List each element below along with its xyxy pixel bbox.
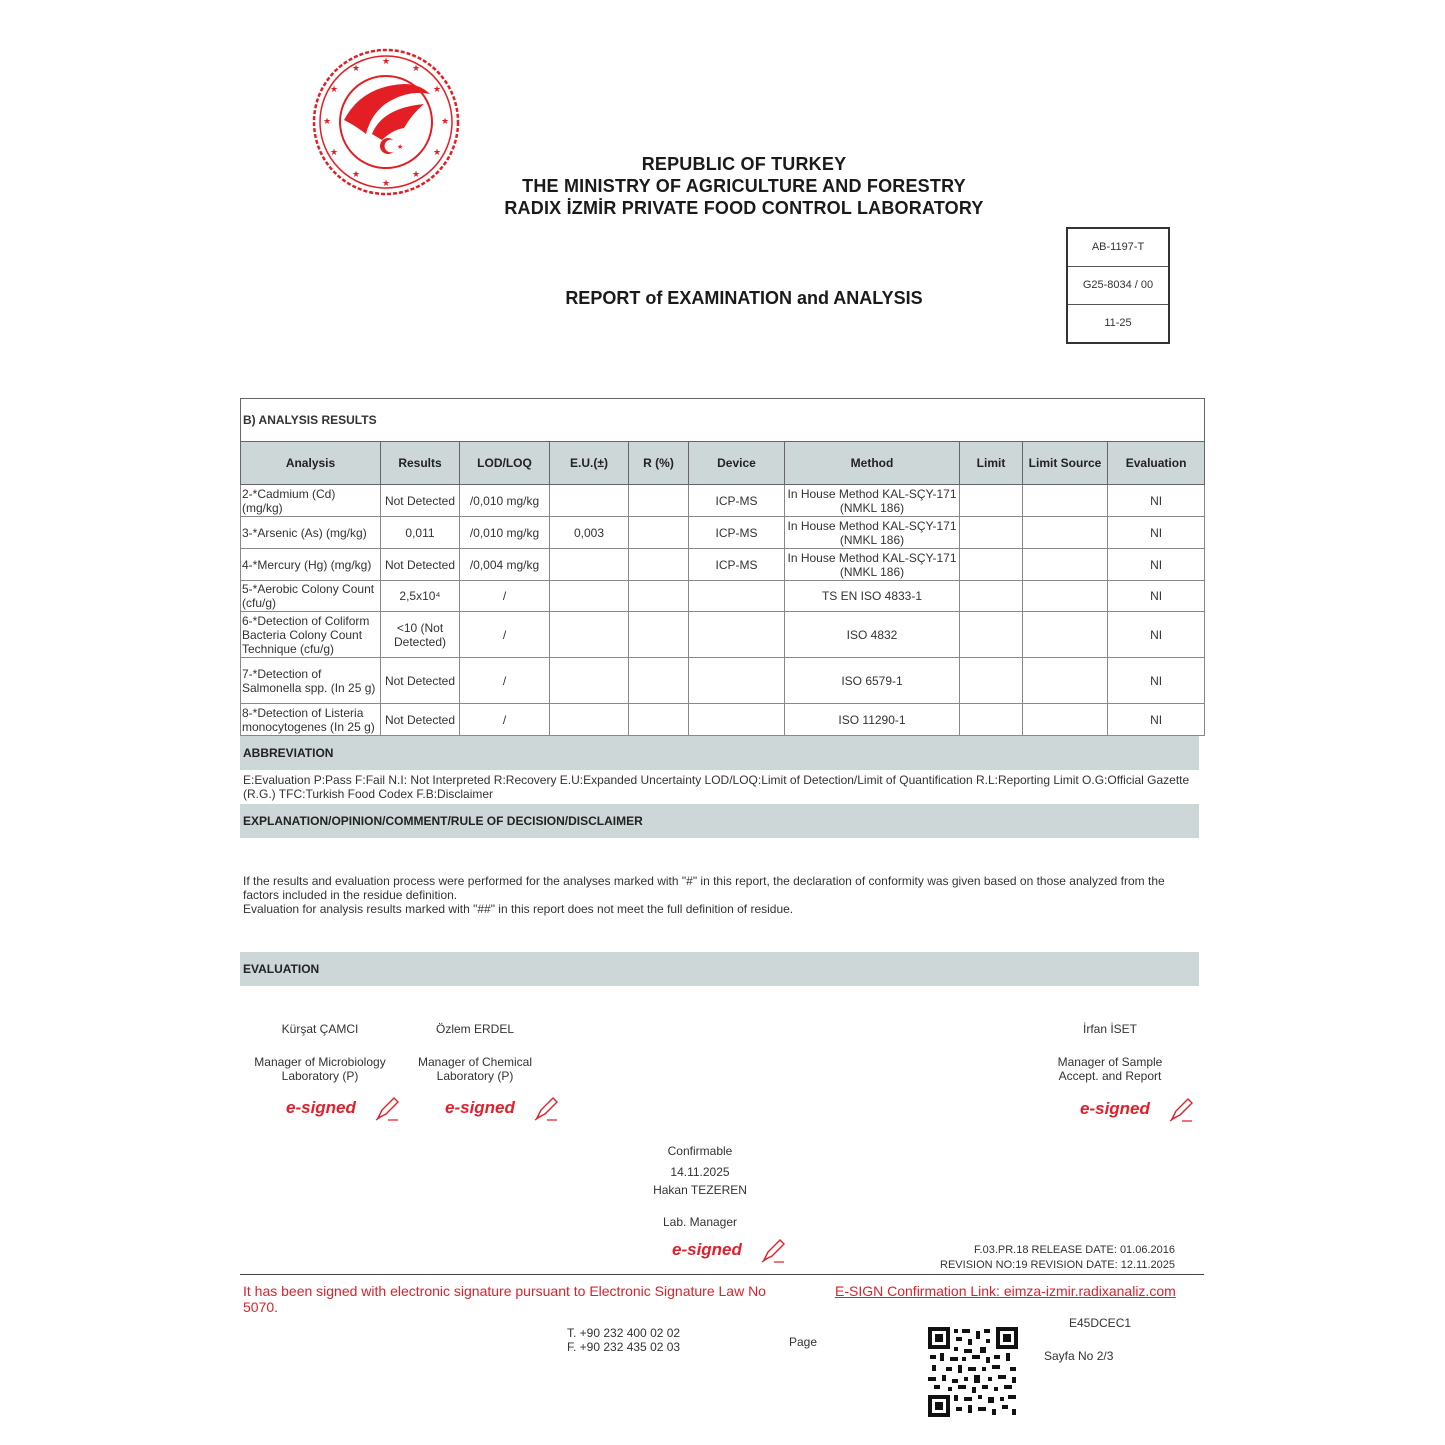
table-cell [1023,485,1108,517]
table-cell [1023,517,1108,549]
qr-code-icon [928,1327,1018,1417]
header-ministry: THE MINISTRY OF AGRICULTURE AND FORESTRY [522,176,966,196]
table-row [241,581,1205,612]
table-row [241,517,1205,549]
table-cell [1023,549,1108,581]
table-cell: /0,010 mg/kg [460,517,550,549]
svg-text:★: ★ [381,57,391,67]
table-cell [960,704,1023,736]
table-cell [629,485,689,517]
signer-microbiology [240,1022,400,1083]
signer-role: Manager of Chemical [417,1055,533,1069]
svg-text:★: ★ [411,64,421,74]
page-number: Sayfa No 2/3 [1044,1349,1114,1363]
report-number: G25-8034 / 00 [1068,267,1168,305]
table-cell: In House Method KAL-SÇY-171 (NMKL 186) [785,517,960,549]
table-cell: Not Detected [381,549,460,581]
table-cell [960,517,1023,549]
verification-code: E45DCEC1 [1069,1316,1132,1330]
e-signed-label: e-signed [672,1240,742,1260]
column-header: LOD/LOQ [460,442,550,485]
table-cell [1023,581,1108,612]
table-cell: NI [1108,612,1205,658]
table-cell: 7-*Detection of Salmonella spp. (In 25 g) [241,658,381,704]
table-cell: 4-*Mercury (Hg) (mg/kg) [241,549,381,581]
table-cell: 5-*Aerobic Colony Count (cfu/g) [241,581,381,612]
pen-icon [374,1096,400,1122]
table-cell: 2,5x10⁴ [381,581,460,612]
evaluation-title: EVALUATION [240,952,1199,986]
table-cell [629,612,689,658]
table-cell [1023,704,1108,736]
signer-role: Accept. and Report [1058,1069,1162,1083]
table-cell: In House Method KAL-SÇY-171 (NMKL 186) [785,485,960,517]
table-cell [550,549,629,581]
table-cell: 8-*Detection of Listeria monocytogenes (In 25 g) [241,704,381,736]
footer-divider [240,1274,1204,1275]
report-title: REPORT of EXAMINATION and ANALYSIS [565,288,923,308]
signer-name: Özlem ERDEL [435,1022,515,1036]
table-cell [550,581,629,612]
table-cell [1023,612,1108,658]
table-cell [629,517,689,549]
table-cell: / [460,612,550,658]
table-cell: NI [1108,517,1205,549]
table-cell: ISO 11290-1 [785,704,960,736]
confirm-name: Hakan TEZEREN [653,1183,747,1197]
pen-icon [1168,1097,1194,1123]
table-cell: NI [1108,485,1205,517]
table-cell [960,612,1023,658]
table-cell [629,549,689,581]
column-header: Method [785,442,960,485]
column-header: Limit Source [1023,442,1108,485]
table-cell [629,658,689,704]
table-cell [629,581,689,612]
e-signed-stamp [672,1238,786,1264]
confirm-label: Confirmable [667,1144,733,1158]
signer-sample-accept [1030,1022,1190,1083]
header-country: REPUBLIC OF TURKEY [641,154,847,174]
table-cell: ICP-MS [689,485,785,517]
table-row [241,485,1205,517]
table-cell: 0,011 [381,517,460,549]
svg-text:★: ★ [322,117,332,127]
explanation-title: EXPLANATION/OPINION/COMMENT/RULE OF DECISION/DISCLAIMER [240,804,1199,838]
table-cell: NI [1108,658,1205,704]
table-cell [629,704,689,736]
table-cell: Not Detected [381,658,460,704]
e-signed-label: e-signed [1080,1099,1150,1119]
table-cell: In House Method KAL-SÇY-171 (NMKL 186) [785,549,960,581]
table-cell: NI [1108,581,1205,612]
e-signed-stamp [1080,1097,1194,1123]
svg-text:★: ★ [411,170,421,180]
residue-note: Evaluation for analysis results marked with "##" in this report does not meet the full definition of residue. [243,902,794,916]
form-info [930,1243,1175,1273]
table-cell: Not Detected [381,704,460,736]
table-cell [689,581,785,612]
analysis-results-table [240,398,1205,736]
e-signed-stamp [445,1096,559,1122]
e-signed-stamp [286,1096,400,1122]
svg-text:★: ★ [440,117,450,127]
table-cell [550,704,629,736]
svg-text:★: ★ [329,85,339,95]
form-revision: REVISION NO:19 REVISION DATE: 12.11.2025 [940,1259,1175,1271]
table-cell: / [460,581,550,612]
svg-text:★: ★ [432,148,442,158]
table-cell [689,612,785,658]
table-row [241,658,1205,704]
table-cell: ISO 6579-1 [785,658,960,704]
table-cell [960,581,1023,612]
signer-role: Laboratory (P) [281,1069,359,1083]
svg-text:★: ★ [381,179,391,189]
table-cell: 2-*Cadmium (Cd) (mg/kg) [241,485,381,517]
pen-icon [533,1096,559,1122]
table-cell: <10 (Not Detected) [381,612,460,658]
column-header: Results [381,442,460,485]
form-release: F.03.PR.18 RELEASE DATE: 01.06.2016 [974,1244,1175,1256]
svg-text:★: ★ [432,85,442,95]
table-cell: /0,004 mg/kg [460,549,550,581]
table-row [241,549,1205,581]
column-header: Analysis [241,442,381,485]
table-cell: 3-*Arsenic (As) (mg/kg) [241,517,381,549]
table-cell [550,658,629,704]
table-cell: 6-*Detection of Coliform Bacteria Colony Count Technique (cfu/g) [241,612,381,658]
table-cell [1023,658,1108,704]
table-cell [550,612,629,658]
table-cell: / [460,658,550,704]
signer-name: Kürşat ÇAMCI [281,1022,359,1036]
table-cell [689,704,785,736]
table-cell [689,658,785,704]
table-cell: ISO 4832 [785,612,960,658]
table-row [241,704,1205,736]
confirm-role: Lab. Manager [662,1215,738,1229]
table-cell: NI [1108,704,1205,736]
signer-role: Laboratory (P) [436,1069,514,1083]
table-cell: TS EN ISO 4833-1 [785,581,960,612]
column-header: Evaluation [1108,442,1205,485]
results-section-title: B) ANALYSIS RESULTS [241,399,1205,442]
e-signature-legal-notice: It has been signed with electronic signature pursuant to Electronic Signature Law No 5070. [243,1283,766,1315]
column-header: Device [689,442,785,485]
svg-text:★: ★ [397,143,404,151]
report-period: 11-25 [1104,317,1132,329]
table-cell: 0,003 [550,517,629,549]
table-cell [550,485,629,517]
svg-text:★: ★ [351,64,361,74]
table-cell: ICP-MS [689,549,785,581]
confirm-date: 14.11.2025 [670,1165,730,1179]
e-signed-label: e-signed [445,1098,515,1118]
svg-text:★: ★ [351,170,361,180]
column-header: Limit [960,442,1023,485]
signer-chemical [395,1022,555,1083]
pen-icon [760,1238,786,1264]
table-cell: / [460,704,550,736]
table-cell [960,658,1023,704]
signer-name: İrfan İSET [1082,1022,1138,1036]
phone-number: T. +90 232 400 02 02 [567,1326,681,1340]
column-header: E.U.(±) [550,442,629,485]
header-laboratory: RADIX İZMİR PRIVATE FOOD CONTROL LABORATORY [504,198,984,218]
abbreviation-title: ABBREVIATION [240,736,1199,770]
contact-info [567,1326,680,1354]
table-row [241,612,1205,658]
confirm-block [620,1144,780,1229]
fax-number: F. +90 232 435 02 03 [567,1340,681,1354]
table-cell [960,485,1023,517]
esign-confirmation-link[interactable]: E-SIGN Confirmation Link: eimza-izmir.radixanaliz.com [835,1283,1176,1299]
svg-text:★: ★ [329,148,339,158]
explanation-text: If the results and evaluation process were performed for the analyses marked with "#" in this report, the declaration of conformity was given based on those analyzed from the factors included in the residue definition. [243,874,1165,902]
table-cell: NI [1108,549,1205,581]
accreditation-code: AB-1197-T [1068,229,1168,267]
table-cell: /0,010 mg/kg [460,485,550,517]
column-header: R (%) [629,442,689,485]
abbreviation-text: E:Evaluation P:Pass F:Fail N.I: Not Interpreted R:Recovery E.U:Expanded Uncertainty LOD/LOQ:Limit of Detection/Limit of Quantification R.L:Reporting Limit O.G:Official Gazette (R.G.) TFC:Turkish Food Codex F.B:Disclaimer [243,773,1190,801]
page-label: Page [789,1335,818,1349]
signer-role: Manager of Microbiology [254,1055,386,1069]
report-code-box [1066,227,1170,344]
table-cell: ICP-MS [689,517,785,549]
e-signed-label: e-signed [286,1098,356,1118]
table-cell: Not Detected [381,485,460,517]
signer-role: Manager of Sample [1057,1055,1163,1069]
table-cell [960,549,1023,581]
